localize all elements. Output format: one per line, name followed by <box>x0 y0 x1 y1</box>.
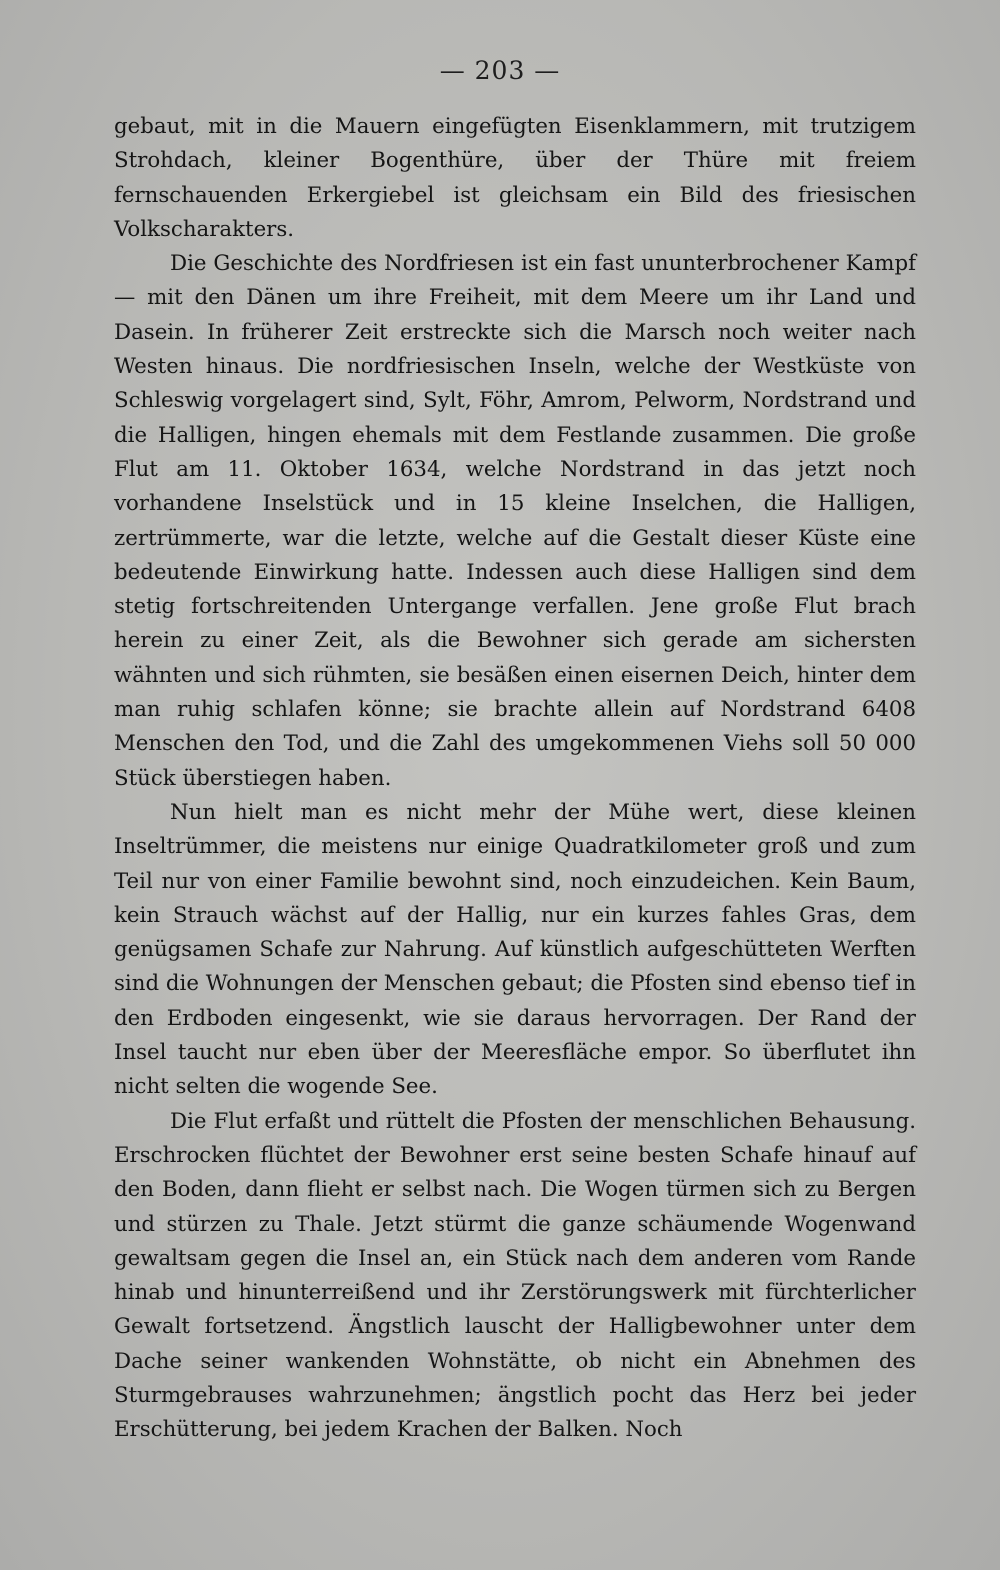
body-text <box>114 110 916 1448</box>
paragraph-hallig-description: Nun hielt man es nicht mehr der Mühe wert, diese kleinen Inseltrümmer, die meistens nur einige Quadratkilometer groß und zum Teil nur von einer Familie bewohnt sind, noch einzudeichen. Kein Baum, kein Strauch wächst auf der Hallig, nur ein kurzes fahles Gras, dem genügsamen Schafe zur Nahrung. Auf künstlich aufgeschütteten Werften sind die Wohnungen der Menschen gebaut; die Pfosten sind ebenso tief in den Erdboden eingesenkt, wie sie daraus hervorragen. Der Rand der Insel taucht nur eben über der Meeresfläche empor. So überflutet ihn nicht selten die wogende See. <box>114 799 916 1100</box>
page-number: — 203 — <box>439 56 561 85</box>
paragraph-continued: gebaut, mit in die Mauern eingefügten Eisenklammern, mit trutzigem Strohdach, kleiner Bogenthüre, über der Thüre mit freiem fernschauenden Erkergiebel ist gleichsam ein Bild des friesischen Volkscharakters. <box>114 114 916 242</box>
paragraph-nordfriesen-history: Die Geschichte des Nordfriesen ist ein fast ununterbrochener Kampf — mit den Dänen um ihre Freiheit, mit dem Meere um ihr Land und Dasein. In früherer Zeit erstreckte sich die Marsch noch weiter nach Westen hinaus. Die nordfriesischen Inseln, welche der Westküste von Schleswig vorgelagert sind, Sylt, Föhr, Amrom, Pelworm, Nordstrand und die Halligen, hingen ehemals mit dem Festlande zusammen. Die große Flut am 11. Oktober 1634, welche Nordstrand in das jetzt noch vorhandene Inselstück und in 15 kleine Inselchen, die Halligen, zertrümmerte, war die letzte, welche auf die Gestalt dieser Küste eine bedeutende Einwirkung hatte. Indessen auch diese Halligen sind dem stetig fortschreitenden Untergange verfallen. Jene große Flut brach herein zu einer Zeit, als die Bewohner sich gerade am sichersten wähnten und sich rühmten, sie besäßen einen eisernen Deich, hinter dem man ruhig schlafen könne; sie brachte allein auf Nordstrand 6408 Menschen den Tod, und die Zahl des umgekommenen Viehs soll 50 000 Stück überstiegen haben. <box>114 251 916 791</box>
paragraph-flood-description: Die Flut erfaßt und rüttelt die Pfosten der menschlichen Behausung. Erschrocken flüchtet der Bewohner erst seine besten Schafe hinauf auf den Boden, dann flieht er selbst nach. Die Wogen türmen sich zu Bergen und stürzen zu Thale. Jetzt stürmt die ganze schäumende Wogenwand gewaltsam gegen die Insel an, ein Stück nach dem anderen vom Rande hinab und hinunterreißend und ihr Zerstörungswerk mit fürchterlicher Gewalt fortsetzend. Ängstlich lauscht der Halligbewohner unter dem Dache seiner wankenden Wohnstätte, ob nicht ein Abnehmen des Sturmgebrauses wahrzunehmen; ängstlich pocht das Herz bei jeder Erschütterung, bei jedem Krachen der Balken. Noch <box>114 1108 916 1443</box>
